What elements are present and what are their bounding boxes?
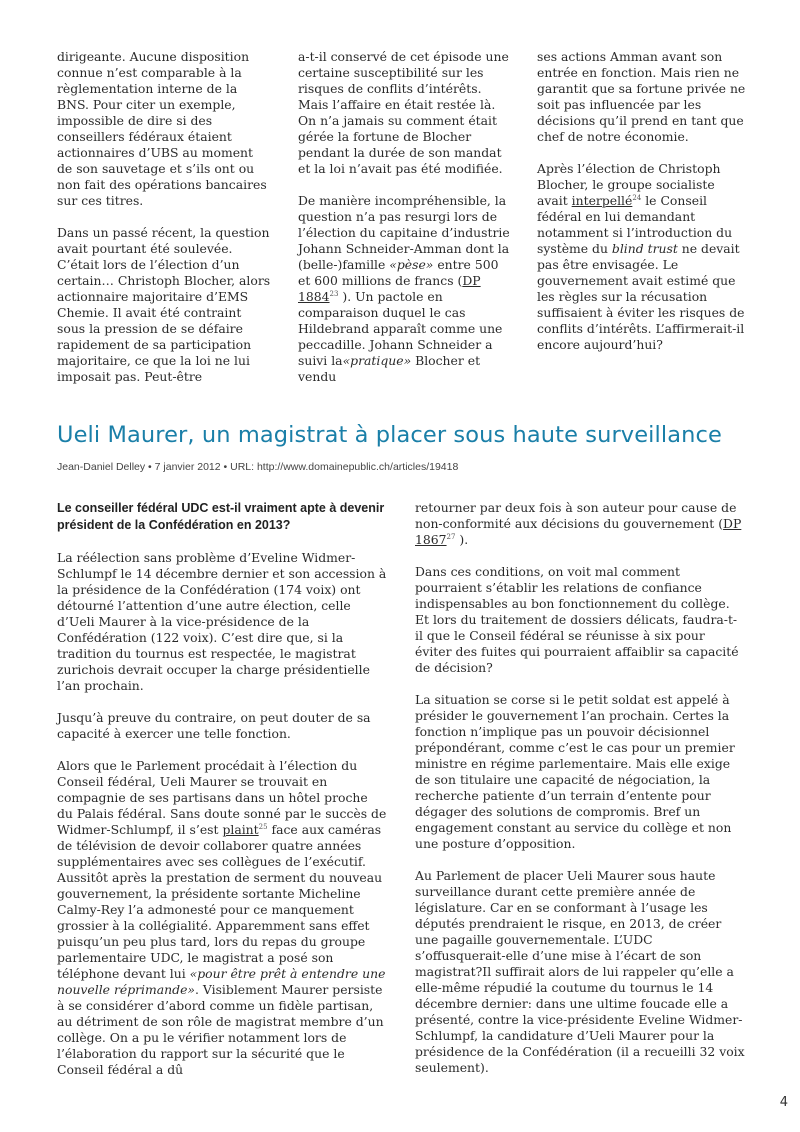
quote: «pèse» — [389, 257, 434, 272]
top-column-2 — [298, 49, 513, 385]
paragraph — [537, 161, 747, 353]
footnote-marker[interactable]: 25 — [258, 822, 268, 831]
article-title: Ueli Maurer, un magistrat à placer sous haute surveillance — [57, 422, 722, 448]
text: ). — [455, 532, 469, 547]
top-column-1 — [57, 49, 272, 385]
text: ne devait pas être envisagée. Le gouvernement avait estimé que les règles sur la récusation suffisaient à éviter les risques de conflits d’intérêts. L’affirmerait-il encore aujourd’hui? — [537, 241, 745, 352]
quote: «pratique» — [342, 353, 412, 368]
text: Après l’élection de Christoph Blocher, le groupe socialiste avait — [537, 161, 721, 208]
text: entre 500 et 600 millions de francs ( — [298, 257, 499, 288]
text: Alors que le Parlement procédait à l’élection du Conseil fédéral, Ueli Maurer se trouvait en compagnie de ses partisans dans un hôtel proche du Palais fédéral. Sans doute sonné par le succès de Widmer-Schlumpf, il s’est — [57, 758, 387, 837]
text: ). Un pactole en comparaison duquel le cas Hildebrand apparaît comme une peccadille. Johann Schneider a suivi la — [298, 289, 503, 368]
paragraph: Dans ces conditions, on voit mal comment pourraient s’établir les relations de confiance indispensables au bon fonctionnement du collège. Et lors du traitement de dossiers délicats, faudra-t-il que le Conseil fédéral se réunisse à six pour éviter des fuites qui pourraient affaiblir sa capacité de décision? — [415, 564, 739, 675]
article-lede: Le conseiller fédéral UDC est-il vraiment apte à devenir président de la Confédération en 2013? — [57, 501, 385, 532]
reference-link-plaint[interactable]: plaint — [222, 822, 259, 837]
text: . Visiblement Maurer persiste à se considérer d’abord comme un fidèle partisan, au détriment de son rôle de magistrat membre d’un collège. On a pu le vérifier notamment lors de l’élaboration du rapport sur la sécurité que le Conseil fédéral a dû — [57, 982, 384, 1077]
article-byline: Jean-Daniel Delley • 7 janvier 2012 • URL: http://www.domainepublic.ch/articles/19418 — [57, 461, 459, 473]
paragraph: a-t-il conservé de cet épisode une certaine susceptibilité sur les risques de conflits d’intérêts. Mais l’affaire en était restée là. On n’a jamais su comment était gérée la fortune de Blocher pendant la durée de son mandat et la loi n’avait pas été modifiée. — [298, 49, 509, 176]
text: face aux caméras de télévision de devoir collaborer quatre années supplémentaires avec ses collègues de l’exécutif. Aussitôt après la prestation de serment du nouveau gouvernement, la présidente sortante Micheline Calmy-Rey l’a admonesté pour ce manquement grossier à la collégialité. Apparemment sans effet puisqu’un peu plus tard, lors du repas du groupe parlementaire UDC, le magistrat a posé son téléphone devant lui — [57, 822, 383, 981]
footnote-marker[interactable]: 24 — [632, 193, 642, 202]
paragraph: La situation se corse si le petit soldat est appelé à présider le gouvernement l’an prochain. Certes la fonction n’implique pas un pouvoir décisionnel prépondérant, comme c’est le cas pour un premier ministre en régime parlementaire. Mais elle exige de son titulaire une capacité de négociation, la recherche patiente d’un terrain d’entente pour dégager des solutions de compromis. Bref un engagement constant au service du collège et non une posture d’opposition. — [415, 692, 735, 851]
footnote-marker[interactable]: 23 — [329, 289, 339, 298]
footnote-marker[interactable]: 27 — [446, 532, 456, 541]
paragraph: ses actions Amman avant son entrée en fonction. Mais rien ne garantit que sa fortune privée ne soit pas influencée par les décisions qu’il prend en tant que chef de notre économie. — [537, 49, 746, 144]
text: retourner par deux fois à son auteur pour cause de non-conformité aux décisions du gouvernement ( — [415, 500, 737, 531]
page-number: 4 — [779, 1095, 788, 1110]
paragraph — [57, 758, 387, 1078]
reference-link-interpelle[interactable]: interpellé — [571, 193, 633, 208]
paragraph: Dans un passé récent, la question avait pourtant été soulevée. C’était lors de l’élection d’un certain… Christoph Blocher, alors actionnaire majoritaire d’EMS Chemie. Il avait été contraint sous la pression de se défaire rapidement de sa participation majoritaire, ce que la loi ne lui imposait pas. Peut-être — [57, 225, 271, 384]
paragraph: La réélection sans problème d’Eveline Widmer-Schlumpf le 14 décembre dernier et son accession à la présidence de la Confédération (174 voix) ont détourné l’attention d’une autre élection, celle d’Ueli Maurer à la vice-présidence de la Confédération (122 voix). C’est dire que, si la tradition du tournus est respectée, le magistrat zurichois devrait occuper la charge présidentielle l’an prochain. — [57, 550, 387, 693]
article-column-left — [57, 550, 387, 1078]
quote: «pour être prêt à entendre une nouvelle réprimande» — [57, 966, 386, 997]
paragraph — [415, 500, 745, 548]
paragraph — [298, 193, 513, 385]
paragraph: dirigeante. Aucune disposition connue n’est comparable à la règlementation interne de la BNS. Pour citer un exemple, impossible de dire si des conseillers fédéraux étaient actionnaires d’UBS au moment de son sauvetage et s’ils ont ou non fait des opérations bancaires sur ces titres. — [57, 49, 267, 208]
top-column-3 — [537, 49, 747, 353]
text: De manière incompréhensible, la question n’a pas resurgi lors de l’élection du capitaine d’industrie Johann Schneider-Amman dont la (belle-)famille — [298, 193, 510, 272]
article-column-right — [415, 500, 745, 1076]
text: Blocher et vendu — [298, 353, 481, 384]
emphasis: blind trust — [611, 241, 678, 256]
paragraph: Jusqu’à preuve du contraire, on peut douter de sa capacité à exercer une telle fonction. — [57, 710, 371, 741]
paragraph: Au Parlement de placer Ueli Maurer sous haute surveillance durant cette première année de législature. Car en se conformant à l’usage les députés prendraient le risque, en 2013, de créer une pagaille gouvernementale. L’UDC s’offusquerait-elle d’une mise à l’écart de son magistrat?Il suffirait alors de lui rappeler qu’elle a elle-même répudié la coutume du tournus le 14 décembre dernier: dans une ultime foucade elle a présenté, contre la vice-présidente Eveline Widmer-Schlumpf, la candidature d’Ueli Maurer pour la présidence de la Confédération (il a recueilli 32 voix seulement). — [415, 868, 745, 1075]
text: le Conseil fédéral en lui demandant notamment si l’introduction du système du — [537, 193, 733, 256]
reference-link-dp1867[interactable]: DP 1867 — [415, 516, 742, 547]
reference-link-dp1884[interactable]: DP 1884 — [298, 273, 481, 304]
